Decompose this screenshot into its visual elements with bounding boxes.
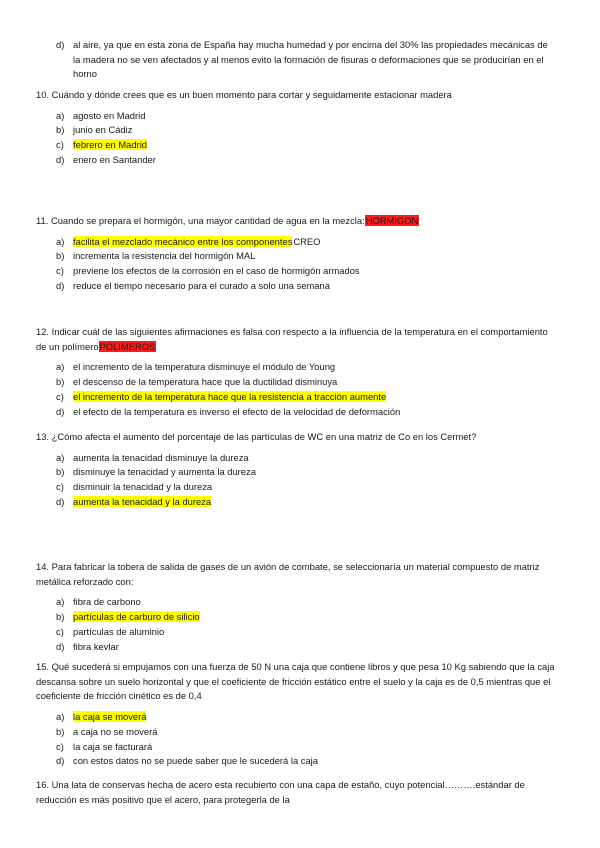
option-letter: b): [56, 725, 65, 737]
option-letter: c): [56, 481, 64, 493]
option-d: [36, 279, 556, 294]
question-text: [36, 325, 556, 354]
option-letter: d): [56, 39, 65, 50]
option-text: al aire, ya que en esta zona de España hay mucha humedad y por encima del 30% las propiedades mecánicas de la madera no se ven afectados y al menos evito la formación de fisuras o deformaciones que se producirían en el horno: [73, 39, 548, 80]
option-a: [36, 235, 556, 250]
option-text: junio en Cádiz: [73, 124, 133, 136]
question-q12: [36, 325, 556, 419]
question-text: [36, 88, 556, 103]
question-prompt: 14. Para fabricar la tobera de salida de gases de un avión de combate, se seleccionaría un material compuesto de matriz metálica reforzado con:: [36, 561, 540, 587]
option-a: [36, 109, 556, 124]
option-letter: b): [56, 376, 65, 388]
question-prompt: 16. Una lata de conservas hecha de acero esta recubierto con una capa de estaño, cuyo potencial……….estándar de reducción es más positivo que el acero, para protegerla de la: [36, 779, 525, 805]
option-b: [36, 123, 556, 138]
option-b: [36, 249, 556, 264]
option-letter: d): [56, 495, 65, 507]
option-letter: b): [56, 611, 65, 623]
option-d: [36, 38, 556, 82]
question-text: [36, 560, 556, 589]
option-text: el efecto de la temperatura es inverso el efecto de la velocidad de deformación: [73, 405, 401, 417]
option-letter: b): [56, 124, 65, 136]
option-b: [36, 725, 556, 740]
highlighted-answer-text: aumenta la tenacidad y la dureza: [73, 495, 212, 507]
option-b: [36, 465, 556, 480]
highlighted-answer-text: febrero en Madrid: [73, 139, 147, 151]
question-q15: [36, 660, 556, 769]
option-c: [36, 740, 556, 755]
option-letter: c): [56, 740, 64, 752]
option-letter: a): [56, 361, 65, 373]
option-list: [36, 235, 556, 294]
option-letter: c): [56, 265, 64, 277]
option-d: [36, 495, 556, 510]
option-c: [36, 390, 556, 405]
option-d: [36, 153, 556, 168]
question-text: [36, 214, 556, 229]
highlighted-answer-text: el incremento de la temperatura hace que la resistencia a tracción aumente: [73, 390, 387, 402]
question-q13: [36, 430, 556, 510]
option-text: la caja se facturará: [73, 740, 153, 752]
question-prompt: 15. Qué sucederá si empujamos con una fuerza de 50 N una caja que contiene libros y que pesa 10 Kg sabiendo que la caja descansa sobre un suelo horizontal y que el coeficiente de fricción estático entre el suelo y la caja es de 0,5 mientras que el coeficiente de fricción cinético es de 0,4: [36, 661, 555, 702]
option-c: [36, 625, 556, 640]
option-letter: b): [56, 250, 65, 262]
option-list: [36, 109, 556, 168]
option-text: incrementa la resistencia del hormigón MAL: [73, 250, 256, 262]
option-letter: a): [56, 711, 65, 723]
option-text: el incremento de la temperatura disminuye el módulo de Young: [73, 361, 336, 373]
option-letter: a): [56, 451, 65, 463]
question-q11: [36, 214, 556, 294]
option-a: [36, 710, 556, 725]
option-a: [36, 451, 556, 466]
option-text: agosto en Madrid: [73, 109, 146, 121]
option-d: [36, 754, 556, 769]
question-q14: [36, 560, 556, 654]
option-text: partículas de aluminio: [73, 625, 165, 637]
option-c: [36, 480, 556, 495]
option-text: fibra kevlar: [73, 640, 119, 652]
option-letter: c): [56, 139, 64, 151]
question-prompt: 12. Indicar cuál de las siguientes afirmaciones es falsa con respecto a la influencia de la temperatura en el comportamiento de un polímero: [36, 326, 548, 352]
option-letter: c): [56, 625, 64, 637]
option-a: [36, 360, 556, 375]
option-d: [36, 640, 556, 655]
option-letter: a): [56, 596, 65, 608]
option-a: [36, 595, 556, 610]
question-q10: [36, 88, 556, 168]
option-letter: a): [56, 235, 65, 247]
option-letter: d): [56, 153, 65, 165]
option-letter: d): [56, 405, 65, 417]
option-text: fibra de carbono: [73, 596, 141, 608]
option-text: disminuir la tenacidad y la dureza: [73, 481, 213, 493]
option-c: [36, 264, 556, 279]
option-letter: a): [56, 109, 65, 121]
previous-question-continuation: [36, 38, 556, 82]
option-b: [36, 610, 556, 625]
option-list: [36, 451, 556, 510]
option-letter: d): [56, 279, 65, 291]
question-text: [36, 778, 556, 807]
option-text: reduce el tiempo necesario para el curado a solo una semana: [73, 279, 330, 291]
topic-tag: HORMIGON: [365, 215, 419, 226]
option-text: con estos datos no se puede saber que le sucederá la caja: [73, 755, 318, 767]
option-letter: c): [56, 390, 64, 402]
option-text: enero en Santander: [73, 153, 156, 165]
highlighted-answer-text: facilita el mezclado mecánico entre los componentes: [73, 235, 293, 247]
option-list: [36, 595, 556, 654]
option-list: [36, 710, 556, 769]
option-text: el descenso de la temperatura hace que la ductilidad disminuya: [73, 376, 338, 388]
option-d: [36, 405, 556, 420]
option-text: disminuye la tenacidad y aumenta la dureza: [73, 466, 256, 478]
option-note: CREO: [293, 235, 321, 247]
question-prompt: 13. ¿Cómo afecta el aumento del porcentaje de las partículas de WC en una matriz de Co en los Cermet?: [36, 431, 477, 442]
question-text: [36, 660, 556, 704]
option-text: aumenta la tenacidad disminuye la dureza: [73, 451, 249, 463]
option-letter: b): [56, 466, 65, 478]
option-letter: d): [56, 640, 65, 652]
option-c: [36, 138, 556, 153]
option-list: [36, 360, 556, 419]
question-prompt: 10. Cuándo y dónde crees que es un buen momento para cortar y seguidamente estacionar madera: [36, 89, 452, 100]
option-letter: d): [56, 755, 65, 767]
highlighted-answer-text: partículas de carburo de silicio: [73, 611, 200, 623]
question-prompt: 11. Cuando se prepara el hormigón, una mayor cantidad de agua en la mezcla:: [36, 215, 365, 226]
option-text: previene los efectos de la corrosión en el caso de hormigón armados: [73, 265, 360, 277]
highlighted-answer-text: la caja se moverá: [73, 711, 147, 723]
option-b: [36, 375, 556, 390]
option-text: a caja no se moverá: [73, 725, 158, 737]
topic-tag: POLIMEROS: [99, 340, 156, 352]
question-q16: [36, 778, 556, 807]
question-text: [36, 430, 556, 445]
